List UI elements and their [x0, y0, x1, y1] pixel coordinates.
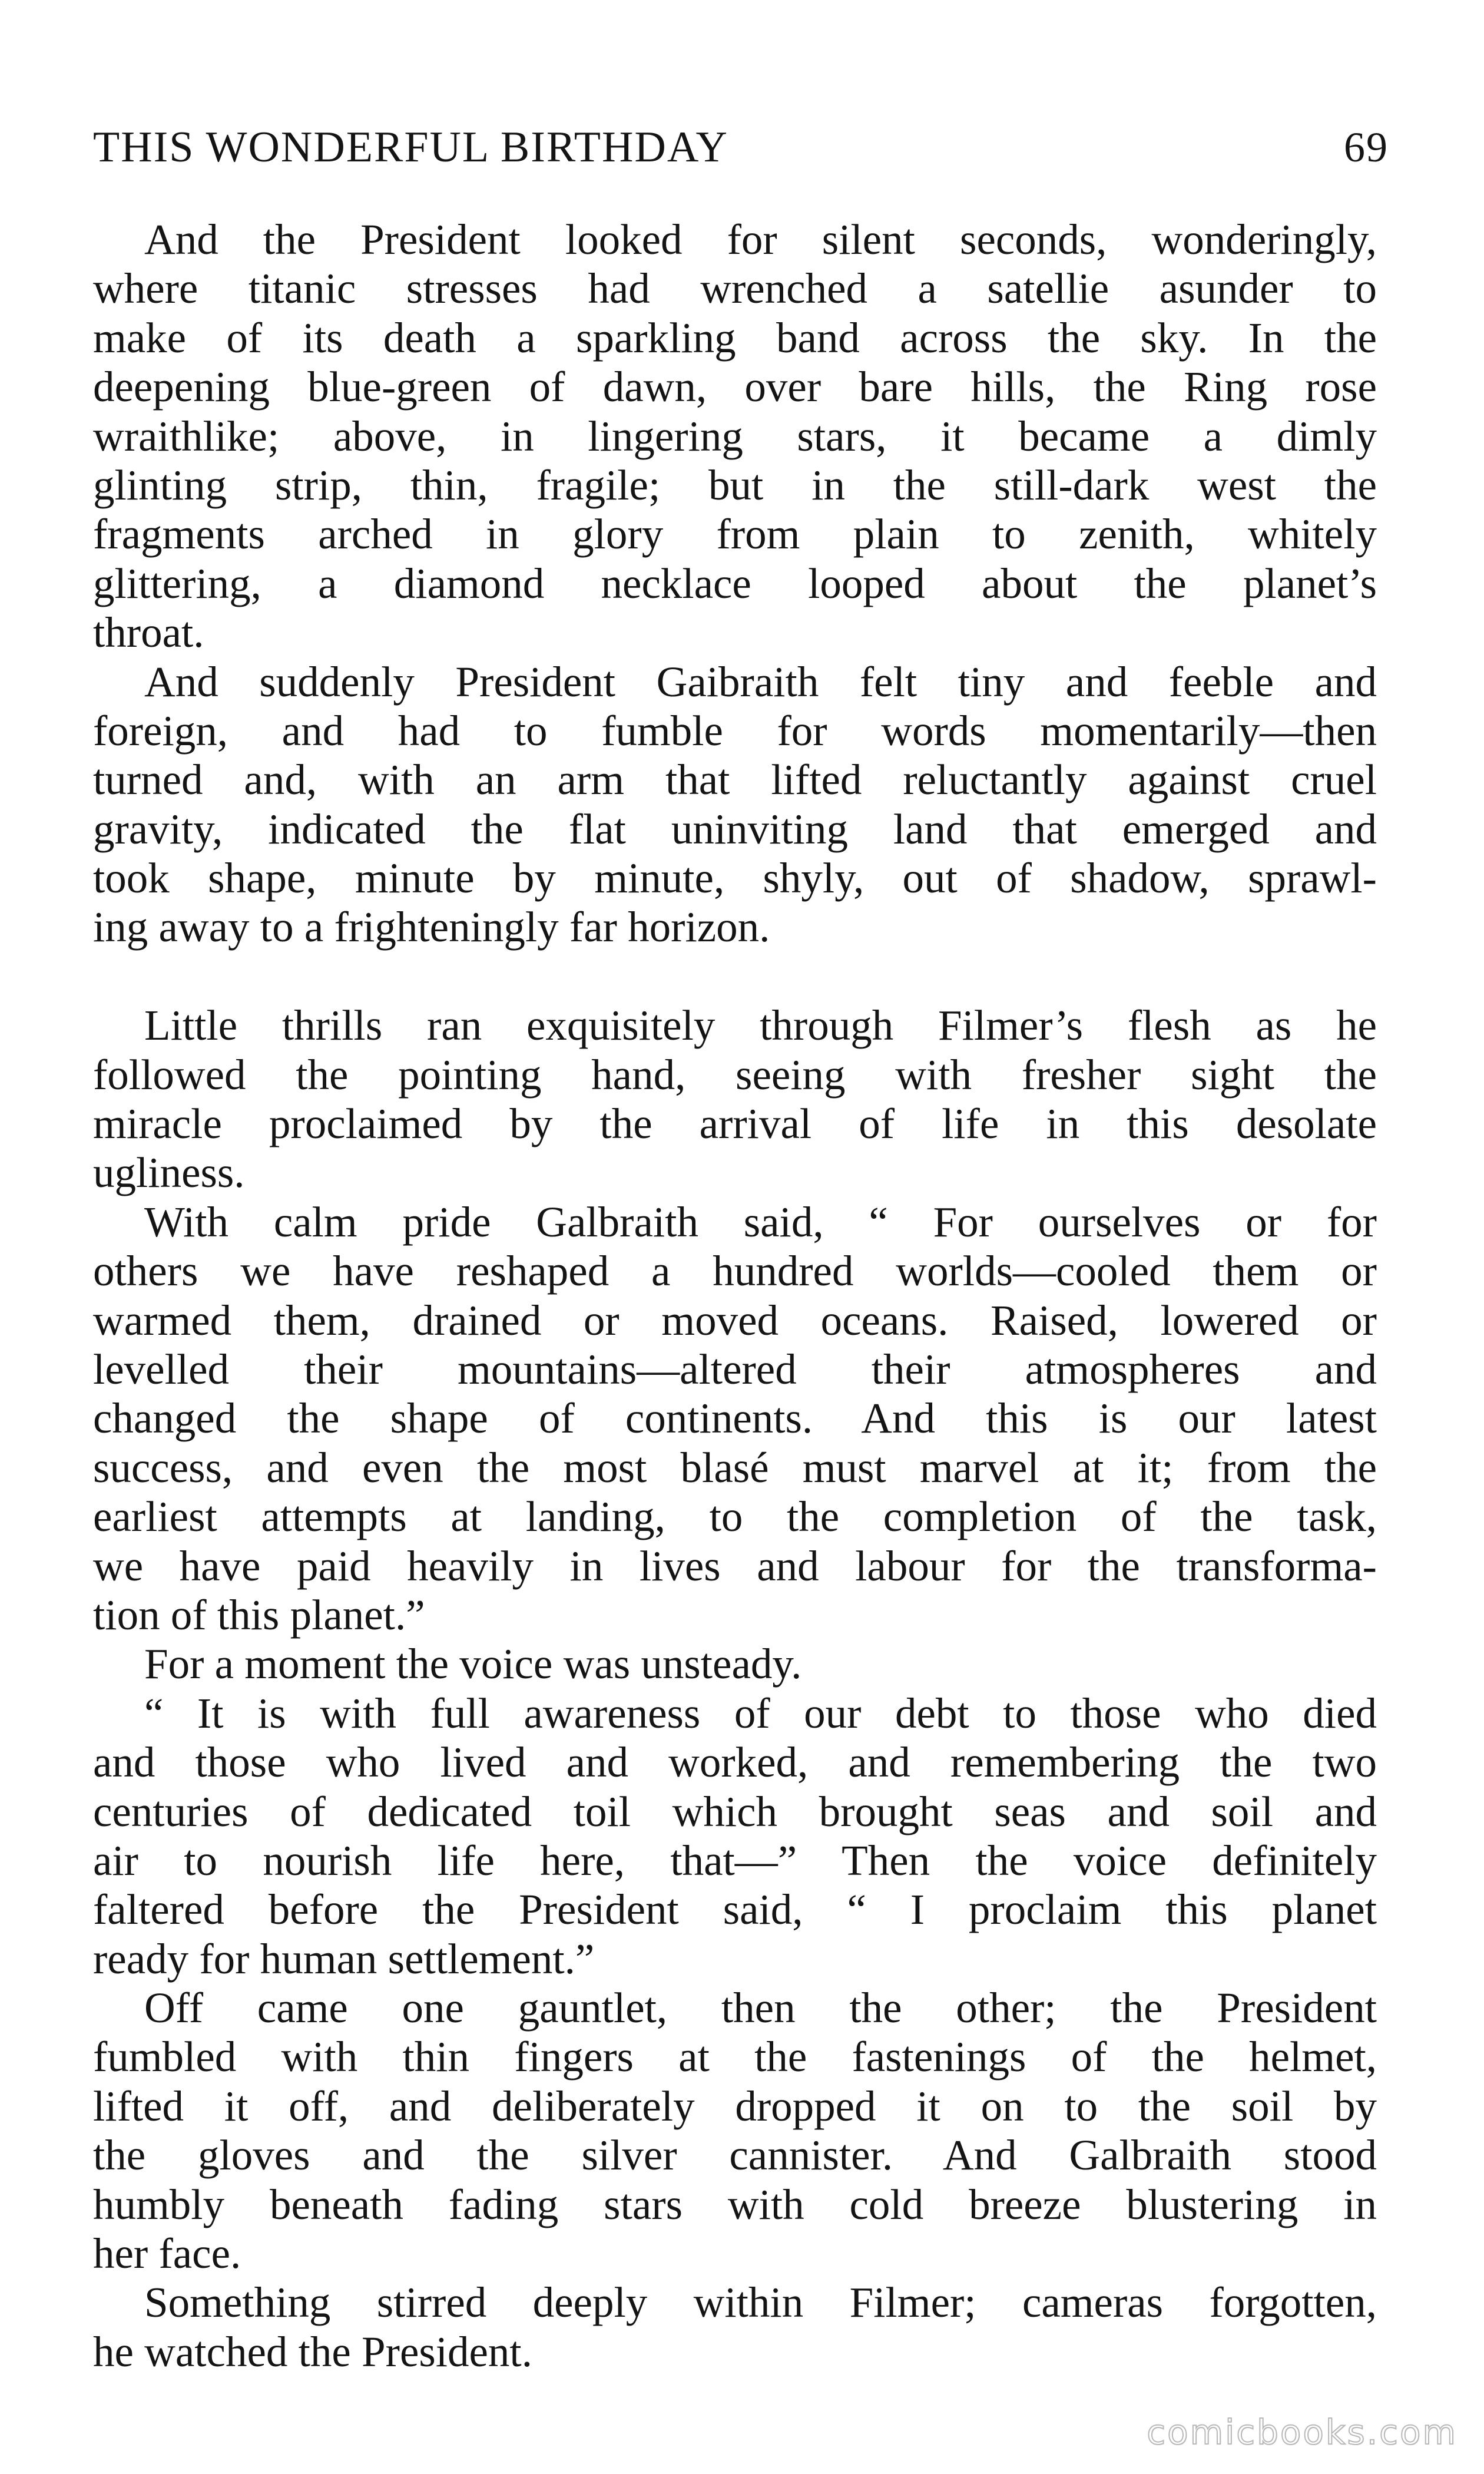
text-line: faltered before the President said, “ I proclaim this planet: [93, 1886, 1377, 1934]
text-line: her face.: [93, 2230, 241, 2278]
text-line: centuries of dedicated toil which brought seas and soil and: [93, 1787, 1377, 1835]
section-break: [93, 952, 1377, 1001]
text-line: success, and even the most blasé must marvel at it; from the: [93, 1443, 1377, 1491]
text-line: humbly beneath fading stars with cold breeze blustering in: [93, 2180, 1377, 2228]
text-line: levelled their mountains—altered their atmospheres and: [93, 1345, 1377, 1393]
text-line: throat.: [93, 608, 204, 657]
text-line: the gloves and the silver cannister. And Galbraith stood: [93, 2131, 1377, 2179]
text-line: ing away to a frighteningly far horizon.: [93, 903, 770, 951]
text-line: deepening blue-green of dawn, over bare hills, the Ring rose: [93, 363, 1377, 411]
text-line: For a moment the voice was unsteady.: [144, 1640, 802, 1688]
text-line: Little thrills ran exquisitely through Filmer’s flesh as he: [144, 1001, 1377, 1050]
text-line: wraithlike; above, in lingering stars, it became a dimly: [93, 412, 1377, 460]
text-line: ready for human settlement.”: [93, 1934, 595, 1983]
running-title: THIS WONDERFUL BIRTHDAY: [93, 123, 728, 171]
text-line: changed the shape of continents. And this is our latest: [93, 1394, 1377, 1443]
text-line: glittering, a diamond necklace looped about the planet’s: [93, 559, 1377, 607]
watermark: comicbooks.com: [1147, 2412, 1458, 2452]
text-line: he watched the President.: [93, 2327, 532, 2376]
text-line: we have paid heavily in lives and labour for the transforma-: [93, 1542, 1377, 1590]
text-line: lifted it off, and deliberately dropped it on to the soil by: [93, 2082, 1377, 2130]
text-line: turned and, with an arm that lifted reluctantly against cruel: [93, 756, 1377, 804]
running-head: [93, 115, 1389, 180]
text-line: gravity, indicated the flat uninviting land that emerged and: [93, 805, 1377, 853]
text-line: miracle proclaimed by the arrival of life in this desolate: [93, 1100, 1377, 1148]
text-line: fragments arched in glory from plain to zenith, whitely: [93, 510, 1377, 558]
text-line: foreign, and had to fumble for words momentarily—then: [93, 706, 1377, 755]
body-text: [93, 215, 1377, 2376]
text-line: warmed them, drained or moved oceans. Raised, lowered or: [93, 1296, 1377, 1344]
text-line: and those who lived and worked, and remembering the two: [93, 1738, 1377, 1787]
text-line: tion of this planet.”: [93, 1590, 425, 1639]
text-line: Off came one gauntlet, then the other; the President: [144, 1984, 1377, 2032]
text-line: “ It is with full awareness of our debt to those who died: [144, 1689, 1377, 1737]
page-number: 69: [1344, 124, 1389, 171]
text-line: Something stirred deeply within Filmer; cameras forgotten,: [144, 2278, 1377, 2327]
text-line: And the President looked for silent seconds, wonderingly,: [144, 216, 1377, 263]
text-line: With calm pride Galbraith said, “ For ourselves or for: [144, 1198, 1377, 1246]
text-line: air to nourish life here, that—” Then the voice definitely: [93, 1836, 1377, 1884]
text-line: took shape, minute by minute, shyly, out of shadow, sprawl-: [93, 854, 1377, 902]
text-line: followed the pointing hand, seeing with fresher sight the: [93, 1050, 1377, 1099]
text-line: others we have reshaped a hundred worlds—cooled them or: [93, 1247, 1377, 1295]
text-line: where titanic stresses had wrenched a satellie asunder to: [93, 264, 1377, 313]
text-line: ugliness.: [93, 1149, 245, 1197]
text-line: glinting strip, thin, fragile; but in the still-dark west the: [93, 461, 1377, 509]
text-line: make of its death a sparkling band across the sky. In the: [93, 313, 1377, 362]
text-line: earliest attempts at landing, to the completion of the task,: [93, 1493, 1377, 1541]
text-line: And suddenly President Gaibraith felt tiny and feeble and: [144, 657, 1377, 706]
text-line: fumbled with thin fingers at the fastenings of the helmet,: [93, 2033, 1377, 2081]
